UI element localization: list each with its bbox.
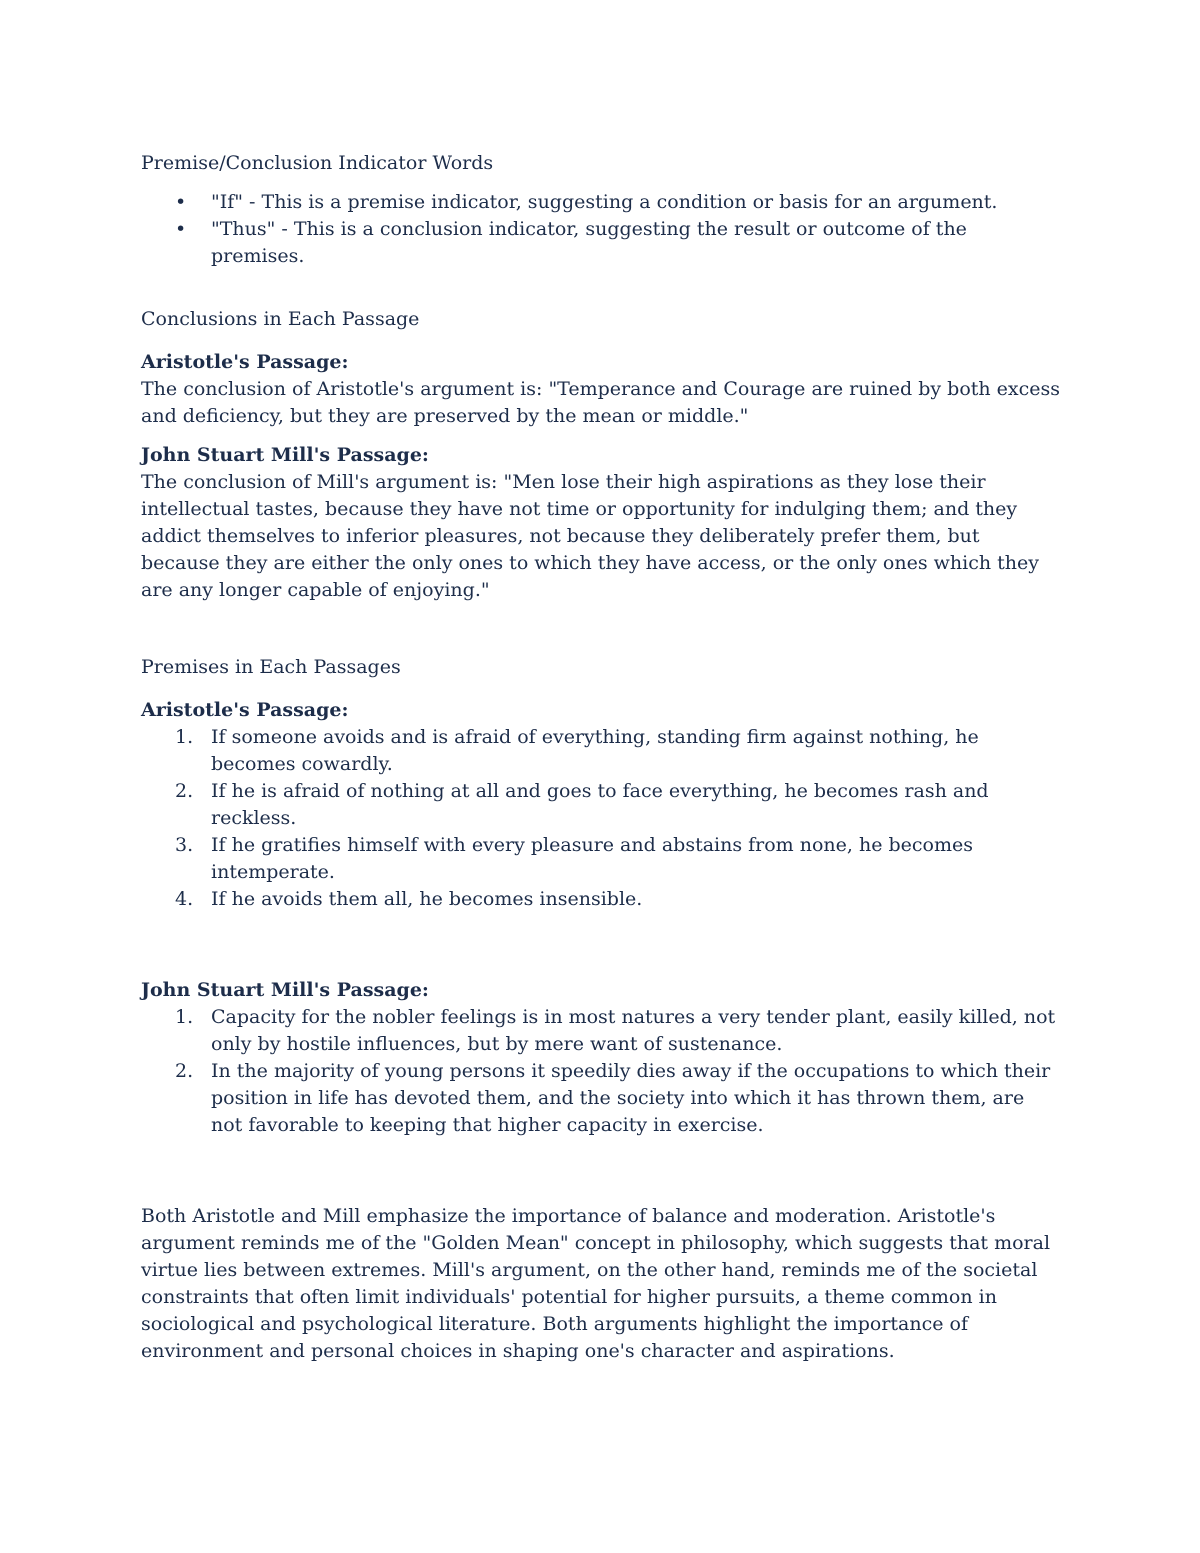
aristotle-premises-list bbox=[141, 724, 1061, 913]
aristotle-conclusion-label: Aristotle's Passage: bbox=[141, 351, 349, 373]
aristotle-premises-label: Aristotle's Passage: bbox=[141, 699, 349, 721]
mill-conclusion-text: The conclusion of Mill's argument is: "Men lose their high aspirations as they lose their intellectual tastes, because they have not time or opportunity for indulging them; and they addict themselves to inferior pleasures, not because they deliberately prefer them, but because they are either the only ones to which they have access, or the only ones which they are any longer capable of enjoying." bbox=[141, 471, 1039, 601]
list-item bbox=[141, 1058, 1061, 1139]
mill-conclusion-label: John Stuart Mill's Passage: bbox=[141, 444, 429, 466]
list-number: 1. bbox=[175, 726, 194, 748]
premise-text: If he gratifies himself with every pleasure and abstains from none, he becomes intemperate. bbox=[211, 834, 973, 883]
list-item bbox=[141, 189, 1061, 216]
bullet-icon: • bbox=[175, 218, 187, 240]
premise-text: If someone avoids and is afraid of everything, standing firm against nothing, he becomes cowardly. bbox=[211, 726, 979, 775]
premises-heading: Premises in Each Passages bbox=[141, 656, 401, 678]
list-number: 3. bbox=[175, 834, 194, 856]
indicator-text: "If" - This is a premise indicator, suggesting a condition or basis for an argument. bbox=[211, 191, 998, 213]
premise-text: In the majority of young persons it speedily dies away if the occupations to which their position in life has devoted them, and the society into which it has thrown them, are not favorable to keeping that higher capacity in exercise. bbox=[211, 1060, 1051, 1136]
summary-paragraph: Both Aristotle and Mill emphasize the importance of balance and moderation. Aristotle's argument reminds me of the "Golden Mean" concept in philosophy, which suggests that moral virtue lies between extremes. Mill's argument, on the other hand, reminds me of the societal constraints that often limit individuals' potential for higher pursuits, a theme common in sociological and psychological literature. Both arguments highlight the importance of environment and personal choices in shaping one's character and aspirations. bbox=[141, 1205, 1051, 1362]
premise-text: If he avoids them all, he becomes insensible. bbox=[211, 888, 643, 910]
indicator-list bbox=[141, 189, 1061, 270]
list-item bbox=[141, 886, 1061, 913]
list-item bbox=[141, 778, 1061, 832]
document-page bbox=[141, 150, 1061, 1365]
mill-premises-list bbox=[141, 1004, 1061, 1139]
aristotle-conclusion-text: The conclusion of Aristotle's argument is: "Temperance and Courage are ruined by both excess and deficiency, but they are preserved by the mean or middle." bbox=[141, 378, 1061, 427]
list-number: 2. bbox=[175, 780, 194, 802]
list-number: 1. bbox=[175, 1006, 194, 1028]
indicator-text: "Thus" - This is a conclusion indicator, suggesting the result or outcome of the premises. bbox=[211, 218, 967, 267]
premise-text: Capacity for the nobler feelings is in most natures a very tender plant, easily killed, not only by hostile influences, but by mere want of sustenance. bbox=[211, 1006, 1056, 1055]
mill-premises-label: John Stuart Mill's Passage: bbox=[141, 979, 429, 1001]
list-item bbox=[141, 832, 1061, 886]
list-item bbox=[141, 1004, 1061, 1058]
list-item bbox=[141, 216, 1061, 270]
bullet-icon: • bbox=[175, 191, 187, 213]
list-item bbox=[141, 724, 1061, 778]
list-number: 2. bbox=[175, 1060, 194, 1082]
indicator-heading: Premise/Conclusion Indicator Words bbox=[141, 152, 494, 174]
premise-text: If he is afraid of nothing at all and goes to face everything, he becomes rash and reckless. bbox=[211, 780, 989, 829]
list-number: 4. bbox=[175, 888, 194, 910]
conclusions-heading: Conclusions in Each Passage bbox=[141, 308, 420, 330]
